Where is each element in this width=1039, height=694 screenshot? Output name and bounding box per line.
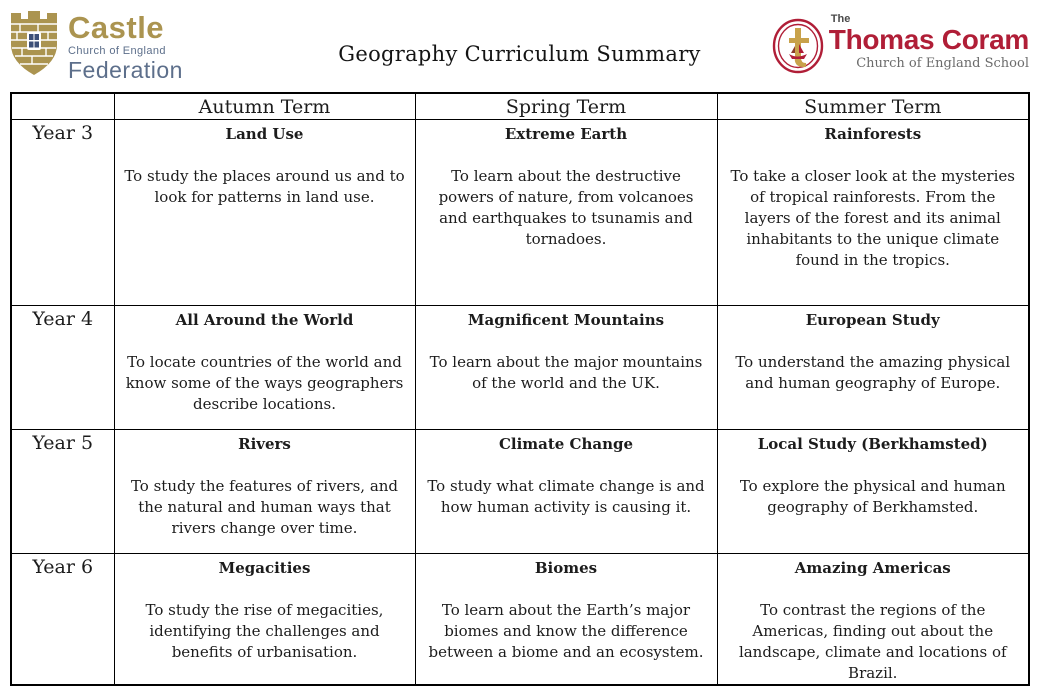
topic-text: To study the features of rivers, and the natural and human ways that rivers change over time. [130, 477, 399, 537]
thomas-coram-logo [771, 14, 1029, 74]
thomas-coram-logo-text [829, 14, 1029, 70]
topic-cell-year4-summer [717, 306, 1029, 430]
topic-text: To take a closer look at the mysteries of tropical rainforests. From the layers of the forest and its animal inhabitants to the unique climate found in the tropics. [730, 167, 1015, 269]
topic-title: European Study [805, 311, 940, 329]
castle-logo-name: Castle [68, 10, 165, 45]
year-label: Year 6 [11, 554, 114, 686]
topic-text: To understand the amazing physical and human geography of Europe. [735, 353, 1011, 392]
table-row-year-5 [11, 430, 1029, 554]
table-row-year-3 [11, 120, 1029, 306]
thomas-coram-subtitle: Church of England School [856, 56, 1029, 71]
topic-text: To contrast the regions of the Americas, finding out about the landscape, climate and locations of Brazil. [738, 601, 1007, 682]
topic-title: All Around the World [175, 311, 354, 329]
table-header-row [11, 93, 1029, 120]
topic-title: Biomes [534, 559, 598, 577]
year-label: Year 4 [11, 306, 114, 430]
topic-text: To study the rise of megacities, identifying the challenges and benefits of urbanisation. [145, 601, 384, 661]
topic-title: Rivers [238, 435, 291, 453]
topic-title: Megacities [218, 559, 311, 577]
topic-cell-year5-autumn [114, 430, 415, 554]
topic-title: Land Use [225, 125, 304, 143]
header-autumn-term: Autumn Term [114, 93, 415, 120]
topic-cell-year3-summer [717, 120, 1029, 306]
page-title: Geography Curriculum Summary [338, 42, 701, 66]
topic-text: To locate countries of the world and know some of the ways geographers describe locations. [125, 353, 404, 413]
topic-title: Climate Change [498, 435, 634, 453]
topic-text: To learn about the major mountains of the world and the UK. [429, 353, 703, 392]
table-row-year-4 [11, 306, 1029, 430]
thomas-coram-name: Thomas Coram [828, 24, 1029, 55]
topic-cell-year6-spring [415, 554, 717, 686]
topic-cell-year6-autumn [114, 554, 415, 686]
header-spring-term: Spring Term [415, 93, 717, 120]
topic-text: To learn about the destructive powers of nature, from volcanoes and earthquakes to tsunamis and tornadoes. [438, 167, 694, 248]
curriculum-table [10, 92, 1030, 686]
topic-title: Magnificent Mountains [467, 311, 665, 329]
topic-cell-year4-autumn [114, 306, 415, 430]
topic-title: Local Study (Berkhamsted) [757, 435, 988, 453]
table-row-year-6 [11, 554, 1029, 686]
castle-logo-subtitle: Church of England [68, 45, 166, 57]
header-summer-term: Summer Term [717, 93, 1029, 120]
topic-cell-year3-autumn [114, 120, 415, 306]
topic-cell-year3-spring [415, 120, 717, 306]
page-header [0, 0, 1039, 92]
thomas-coram-emblem-icon [771, 18, 825, 74]
header-year-blank [11, 93, 114, 120]
topic-title: Rainforests [824, 125, 922, 143]
topic-text: To study the places around us and to look for patterns in land use. [124, 167, 405, 206]
castle-logo-federation: Federation [68, 57, 183, 83]
topic-text: To study what climate change is and how human activity is causing it. [427, 477, 705, 516]
topic-cell-year4-spring [415, 306, 717, 430]
year-label: Year 3 [11, 120, 114, 306]
topic-title: Extreme Earth [504, 125, 628, 143]
topic-text: To explore the physical and human geography of Berkhamsted. [739, 477, 1006, 516]
topic-title: Amazing Americas [794, 559, 951, 577]
topic-cell-year5-spring [415, 430, 717, 554]
thomas-coram-the: The [830, 13, 851, 25]
topic-text: To learn about the Earth’s major biomes and know the difference between a biome and an ecosystem. [428, 601, 704, 661]
topic-cell-year5-summer [717, 430, 1029, 554]
year-label: Year 5 [11, 430, 114, 554]
topic-cell-year6-summer [717, 554, 1029, 686]
